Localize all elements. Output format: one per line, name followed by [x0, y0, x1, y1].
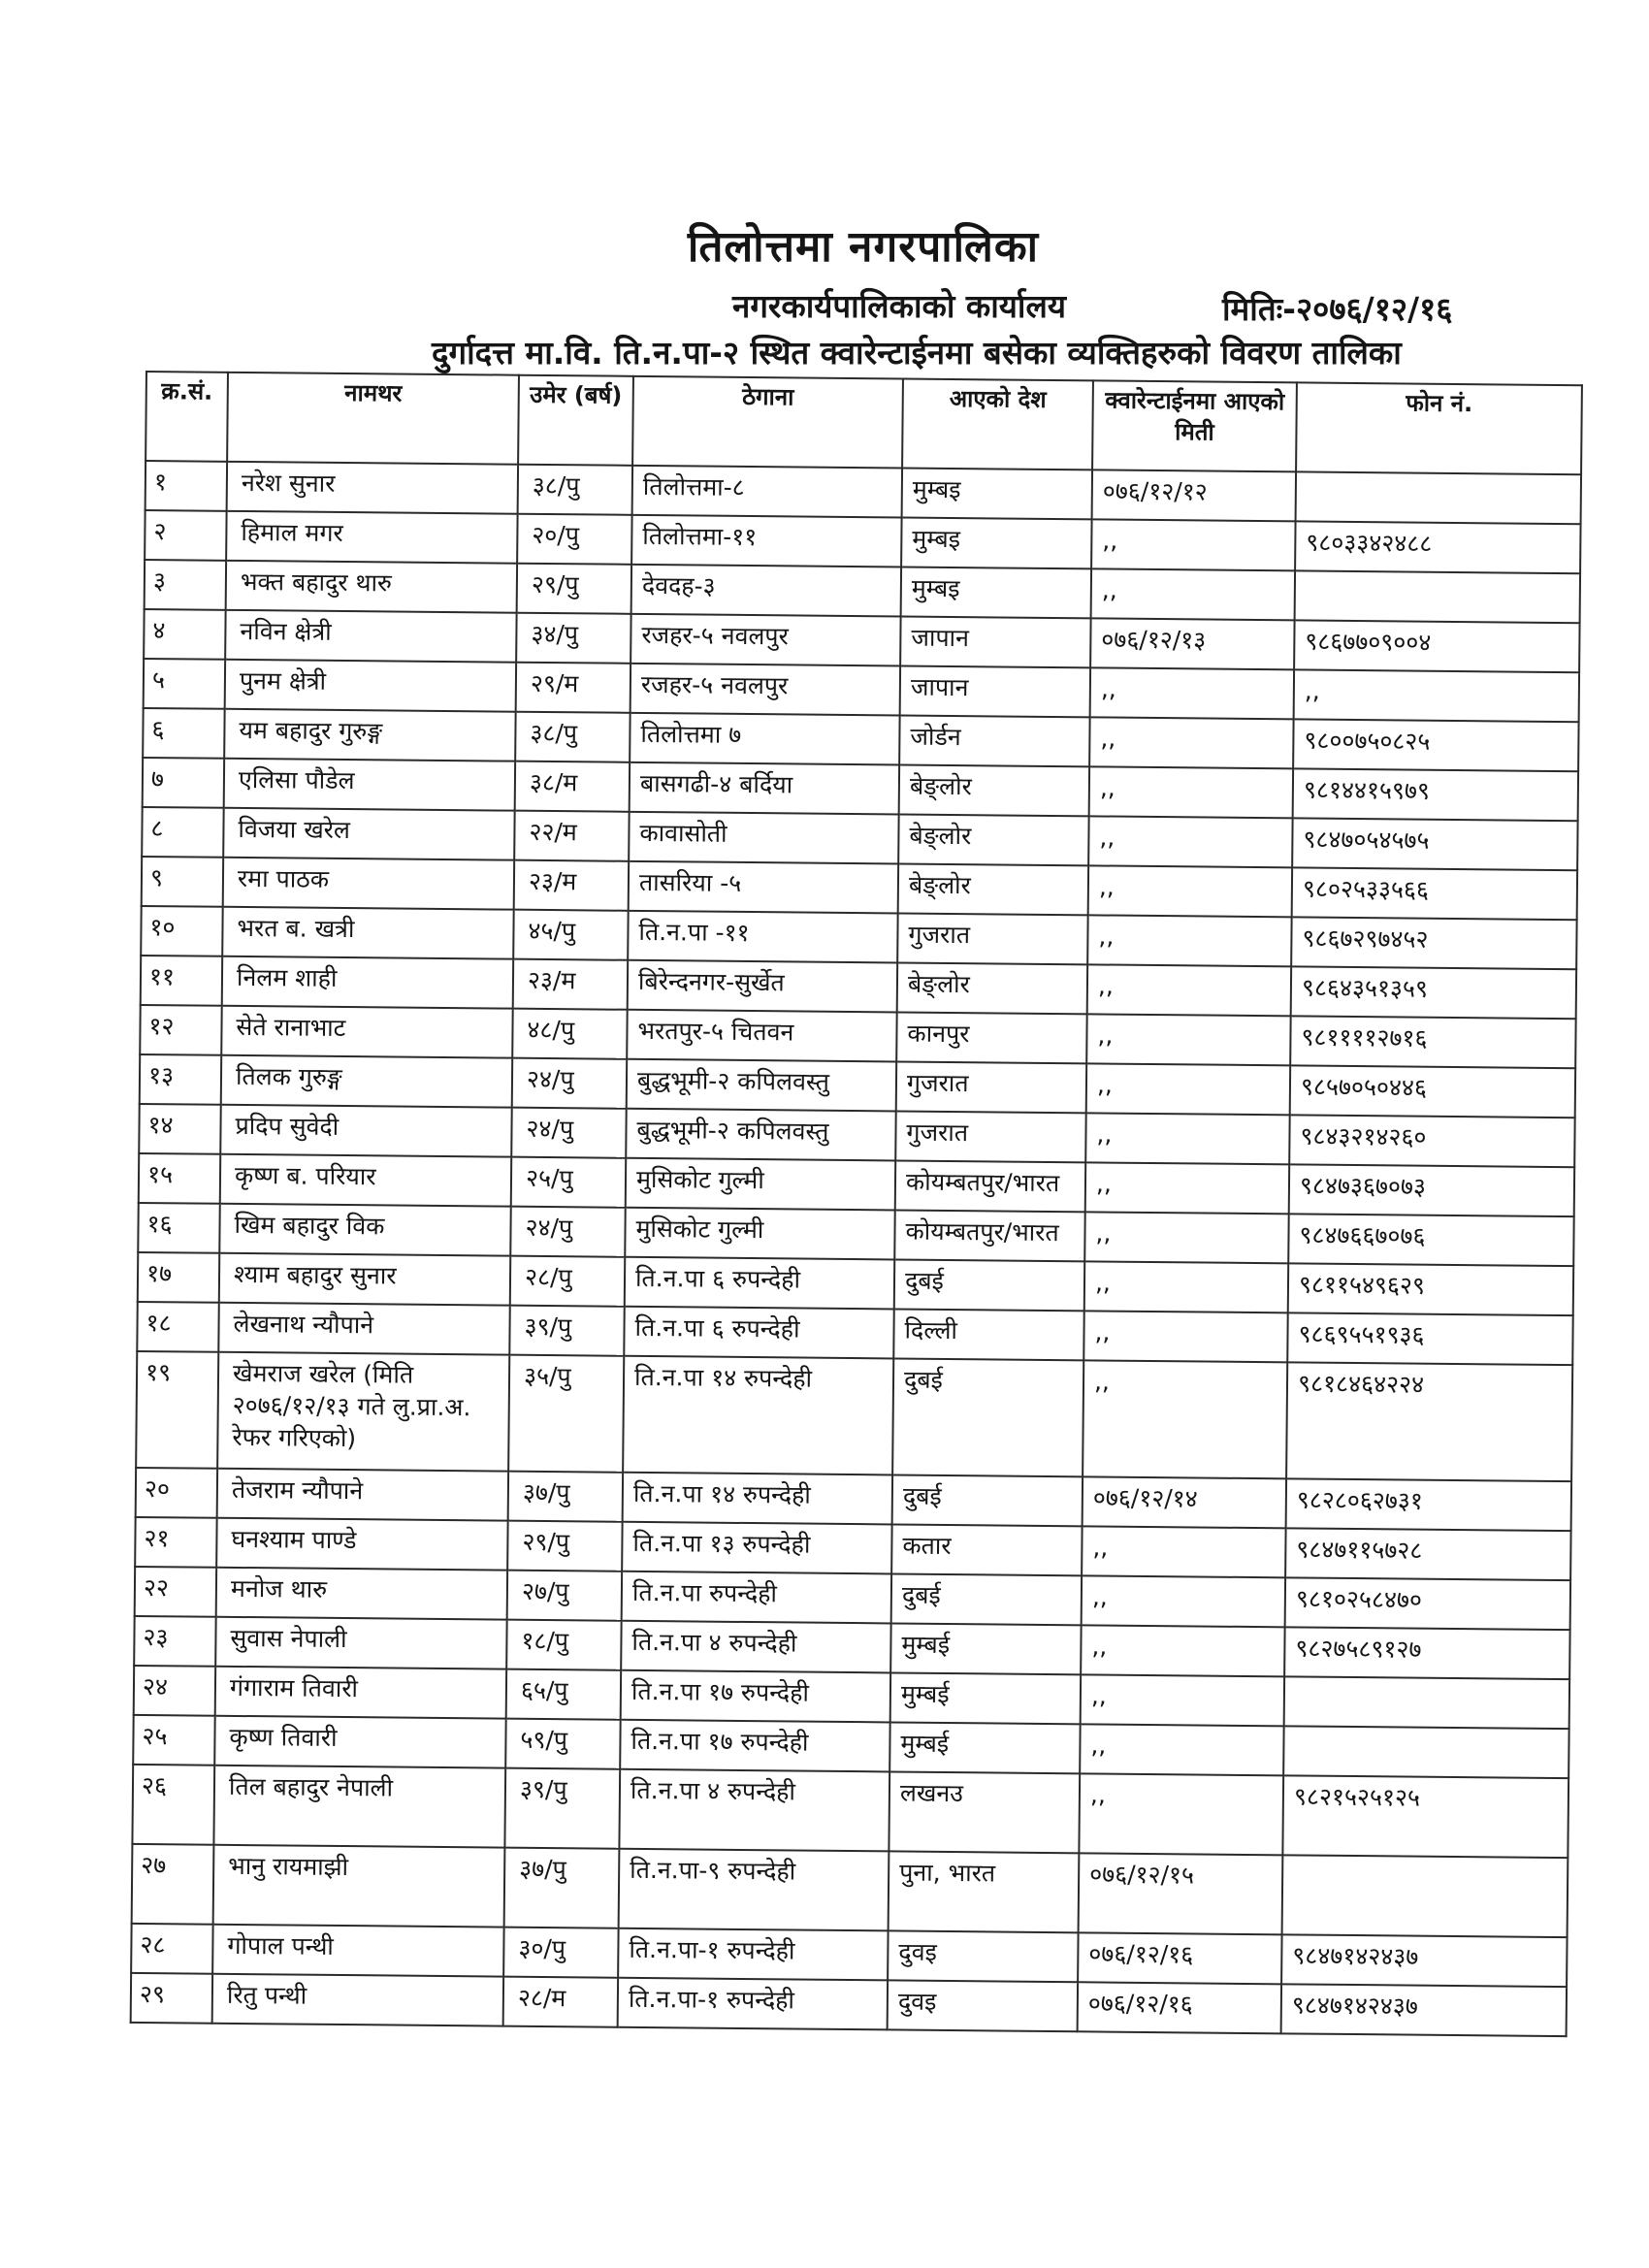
- cell-age: ३९/पु: [509, 1306, 624, 1356]
- cell-phone: ९८०३३४२४८८: [1295, 521, 1580, 573]
- cell-phone: ९८६९५५१९३६: [1287, 1312, 1572, 1365]
- cell-country: कानपुर: [896, 1012, 1086, 1063]
- cell-age: ५९/पु: [505, 1719, 620, 1769]
- col-header-arrival: क्वारेन्टाईनमा आएको मिती: [1092, 380, 1297, 471]
- cell-sn: २१: [135, 1517, 216, 1568]
- cell-country: मुम्बइ: [902, 468, 1092, 519]
- cell-age: ४८/पु: [512, 1009, 627, 1059]
- cell-sn: ३: [145, 560, 226, 610]
- cell-sn: २०: [136, 1468, 217, 1518]
- cell-arrival: ,,: [1082, 1575, 1285, 1627]
- cell-phone: ९८६७२९७४५२: [1291, 917, 1576, 969]
- cell-address: ति.न.पा १३ रुपन्देही: [622, 1522, 891, 1574]
- cell-age: २९/म: [516, 663, 630, 713]
- cell-name: मनोज थारु: [216, 1568, 507, 1620]
- cell-country: पुना, भारत: [889, 1851, 1080, 1932]
- cell-sn: १: [146, 461, 227, 511]
- cell-address: बासगढी-४ बर्दिया: [630, 762, 899, 815]
- cell-sn: २३: [134, 1616, 215, 1667]
- cell-age: ३७/पु: [504, 1848, 620, 1928]
- cell-phone: ९८११११२७१६: [1290, 1016, 1575, 1068]
- cell-address: ति.न.पा -११: [628, 911, 897, 963]
- cell-arrival: ०७६/१२/१५: [1079, 1853, 1283, 1934]
- cell-arrival: ,,: [1091, 568, 1295, 620]
- cell-name: एलिसा पौडेल: [224, 759, 515, 811]
- cell-sn: १०: [141, 906, 222, 956]
- cell-name: खिम बहादुर विक: [219, 1204, 510, 1256]
- cell-sn: ५: [144, 659, 225, 709]
- table-title: दुर्गादत्त मा.वि. ति.न.पा-२ स्थित क्वारेन्टाईनमा बसेका व्यक्तिहरुको विवरण तालिका: [432, 334, 1402, 372]
- cell-phone: ९८०२५३३५६६: [1292, 867, 1577, 920]
- cell-address: मुसिकोट गुल्मी: [625, 1208, 894, 1260]
- cell-name: गोपाल पन्थी: [212, 1925, 503, 1977]
- cell-age: २४/पु: [510, 1207, 625, 1257]
- cell-age: ६५/पु: [506, 1669, 621, 1720]
- cell-country: बेङ्लोर: [897, 962, 1087, 1014]
- cell-address: ति.न.पा १४ रुपन्देही: [623, 1356, 893, 1475]
- cell-address: ति.न.पा ६ रुपन्देही: [625, 1257, 894, 1310]
- cell-age: ३८/पु: [515, 712, 630, 762]
- cell-name: निलम शाही: [222, 956, 513, 1009]
- cell-sn: १९: [136, 1351, 218, 1469]
- cell-name: विजया खरेल: [223, 808, 514, 860]
- cell-arrival: ०७६/१२/१६: [1078, 1932, 1281, 1984]
- cell-name: हिमाल मगर: [226, 511, 517, 564]
- cell-name: सेते रानाभाट: [221, 1006, 512, 1058]
- cell-sn: ८: [142, 807, 223, 858]
- cell-age: २९/पु: [517, 564, 631, 614]
- cell-address: बुद्धभूमी-२ कपिलवस्तु: [627, 1059, 896, 1112]
- table-row: [132, 1765, 1568, 1858]
- col-header-sn: क्र.सं.: [146, 372, 228, 462]
- cell-address: बुद्धभूमी-२ कपिलवस्तु: [626, 1109, 895, 1161]
- col-header-name: नामथर: [227, 373, 519, 465]
- cell-country: गुजरात: [897, 913, 1087, 964]
- cell-phone: ९८४७१४२४३७: [1281, 1984, 1567, 2036]
- cell-age: २८/म: [503, 1977, 618, 2027]
- cell-arrival: ,,: [1085, 1162, 1289, 1214]
- cell-name: रितु पन्थी: [212, 1974, 503, 2026]
- cell-address: कावासोती: [629, 812, 898, 864]
- table-row: [132, 1844, 1568, 1937]
- cell-address: ति.न.पा-९ रुपन्देही: [619, 1849, 889, 1931]
- table-header-row: [146, 372, 1582, 474]
- cell-arrival: ,,: [1090, 667, 1294, 719]
- cell-name: भरत ब. खत्री: [222, 907, 513, 959]
- cell-name: प्रदिप सुवेदी: [220, 1105, 511, 1157]
- cell-address: ति.न.पा ६ रुपन्देही: [624, 1307, 893, 1359]
- cell-phone: ९८४३२१४२६०: [1289, 1115, 1574, 1167]
- col-header-country: आएको देश: [902, 378, 1093, 470]
- cell-age: १८/पु: [506, 1620, 621, 1670]
- cell-address: ति.न.पा रुपन्देही: [622, 1571, 891, 1624]
- cell-address: देवदह-३: [631, 565, 901, 617]
- cell-name: रमा पाठक: [223, 858, 514, 910]
- col-header-phone: फोन नं.: [1296, 382, 1582, 474]
- cell-country: मुम्बइ: [901, 567, 1091, 618]
- cell-phone: ९८६७७०९००४: [1294, 620, 1579, 672]
- cell-phone: ९८२१५२५१२५: [1282, 1775, 1568, 1858]
- cell-sn: १७: [138, 1252, 219, 1303]
- cell-country: दुबई: [892, 1474, 1083, 1526]
- cell-phone: [1283, 1726, 1568, 1778]
- cell-arrival: ,,: [1081, 1625, 1284, 1676]
- cell-age: ३८/म: [515, 761, 630, 812]
- cell-sn: २२: [135, 1567, 216, 1617]
- cell-arrival: ,,: [1089, 717, 1293, 768]
- cell-age: २०/पु: [517, 514, 631, 565]
- cell-address: रजहर-५ नवलपुर: [630, 614, 900, 666]
- cell-phone: ९८२८०६२७३१: [1286, 1478, 1571, 1531]
- cell-country: मुम्बई: [890, 1623, 1081, 1674]
- cell-age: २४/पु: [511, 1108, 626, 1158]
- cell-country: दुबई: [891, 1573, 1082, 1625]
- cell-sn: ६: [143, 708, 224, 759]
- cell-phone: ९८४७१४२४३७: [1281, 1934, 1567, 1987]
- cell-country: दुबई: [894, 1259, 1084, 1311]
- cell-age: ३८/पु: [518, 465, 632, 515]
- cell-sn: १५: [139, 1153, 220, 1204]
- cell-country: बेङ्लोर: [898, 863, 1088, 915]
- cell-arrival: ,,: [1091, 519, 1295, 570]
- cell-name: तिल बहादुर नेपाली: [213, 1766, 505, 1848]
- cell-sn: १८: [137, 1302, 218, 1352]
- cell-sn: ४: [144, 609, 225, 660]
- cell-country: जापान: [900, 616, 1090, 667]
- cell-country: दुवइ: [888, 1930, 1078, 1982]
- cell-sn: २९: [131, 1973, 212, 2024]
- cell-address: मुसिकोट गुल्मी: [626, 1158, 895, 1211]
- cell-arrival: ०७६/१२/१३: [1090, 618, 1294, 669]
- cell-address: भरतपुर-५ चितवन: [627, 1010, 896, 1062]
- cell-arrival: ,,: [1083, 1360, 1287, 1478]
- cell-phone: ९८५७०५०४४६: [1290, 1065, 1575, 1118]
- cell-arrival: ०७६/१२/१२: [1092, 470, 1296, 521]
- cell-country: जोर्डन: [899, 715, 1089, 766]
- cell-address: ति.न.पा ४ रुपन्देही: [621, 1621, 890, 1673]
- cell-name: भानु रायमाझी: [213, 1845, 505, 1928]
- cell-age: ३५/पु: [508, 1355, 624, 1473]
- cell-arrival: ,,: [1079, 1773, 1283, 1855]
- cell-name: श्याम बहादुर सुनार: [219, 1253, 510, 1306]
- table-row: [136, 1351, 1572, 1481]
- cell-arrival: ,,: [1086, 1063, 1290, 1115]
- cell-arrival: ,,: [1080, 1724, 1283, 1775]
- cell-address: तिलोत्तमा ७: [630, 713, 899, 765]
- cell-sn: २६: [132, 1765, 214, 1845]
- col-header-address: ठेगाना: [632, 376, 903, 469]
- cell-country: दुबई: [892, 1358, 1083, 1476]
- cell-address: बिरेन्दनगर-सुर्खेत: [628, 960, 897, 1013]
- cell-name: तिलक गुरुङ्ग: [221, 1055, 512, 1108]
- cell-name: भक्त बहादुर थारु: [226, 561, 517, 613]
- cell-arrival: ,,: [1083, 1311, 1287, 1362]
- cell-sn: ११: [141, 956, 222, 1006]
- document-date: मितिः-२०७६/१२/१६: [1222, 290, 1453, 328]
- cell-country: कोयम्बतपुर/भारत: [895, 1160, 1085, 1212]
- cell-address: तिलोत्तमा-११: [631, 515, 901, 567]
- cell-phone: ९८४७६६७०७६: [1288, 1214, 1573, 1266]
- cell-phone: ९८१८४६४२२४: [1286, 1362, 1572, 1481]
- cell-arrival: ,,: [1086, 1014, 1290, 1065]
- cell-address: तिलोत्तमा-८: [632, 466, 902, 518]
- cell-phone: [1284, 1676, 1569, 1729]
- cell-name: यम बहादुर गुरुङ्ग: [224, 709, 515, 761]
- cell-age: ४५/पु: [513, 910, 628, 960]
- cell-age: ३४/पु: [516, 613, 630, 664]
- cell-country: गुजरात: [896, 1061, 1086, 1113]
- cell-name: खेमराज खरेल (मिति २०७६/१२/१३ गते लु.प्रा.अ. रेफर गरिएको): [217, 1352, 509, 1472]
- cell-country: लखनउ: [889, 1771, 1080, 1853]
- cell-address: ति.न.पा १४ रुपन्देही: [623, 1473, 892, 1525]
- cell-sn: १६: [138, 1203, 219, 1253]
- cell-address: ति.न.पा-१ रुपन्देही: [618, 1928, 888, 1981]
- cell-arrival: ,,: [1085, 1113, 1289, 1164]
- cell-sn: २: [145, 510, 226, 561]
- cell-sn: १४: [139, 1104, 220, 1154]
- document-title: तिलोत्तमा नगरपालिका: [687, 222, 1040, 272]
- cell-arrival: ,,: [1082, 1526, 1285, 1577]
- cell-phone: ,,: [1294, 669, 1579, 722]
- cell-address: ति.न.पा ४ रुपन्देही: [619, 1769, 889, 1852]
- cell-name: घनश्याम पाण्डे: [216, 1518, 507, 1571]
- cell-country: गुजरात: [895, 1111, 1085, 1162]
- cell-name: कृष्ण तिवारी: [214, 1716, 505, 1768]
- office-name: नगरकार्यपालिकाको कार्यालय: [732, 287, 1066, 325]
- cell-arrival: ,,: [1089, 766, 1293, 818]
- cell-phone: [1282, 1855, 1568, 1937]
- cell-arrival: ,,: [1081, 1674, 1284, 1726]
- cell-sn: २४: [134, 1666, 215, 1716]
- cell-country: मुम्बइ: [901, 517, 1091, 568]
- cell-name: लेखनाथ न्यौपाने: [218, 1303, 509, 1355]
- cell-country: कोयम्बतपुर/भारत: [894, 1210, 1084, 1261]
- cell-country: जापान: [900, 665, 1090, 717]
- cell-name: तेजराम न्यौपाने: [217, 1469, 508, 1521]
- cell-phone: ९८४७०५४५७५: [1292, 818, 1577, 870]
- cell-age: २९/पु: [507, 1521, 622, 1571]
- cell-arrival: ,,: [1087, 915, 1291, 966]
- cell-age: २४/पु: [512, 1058, 627, 1109]
- cell-name: गंगाराम तिवारी: [215, 1667, 506, 1719]
- cell-country: बेङ्लोर: [899, 764, 1089, 816]
- cell-sn: १३: [140, 1054, 221, 1105]
- cell-name: कृष्ण ब. परियार: [220, 1154, 511, 1207]
- cell-phone: ९८२७५८९१२७: [1284, 1627, 1569, 1679]
- cell-phone: ९८१०२५८४७०: [1285, 1577, 1570, 1630]
- cell-sn: २८: [131, 1924, 212, 1974]
- cell-phone: ९८११५४९६२९: [1288, 1263, 1573, 1315]
- col-header-age: उमेर (बर्ष): [518, 375, 633, 466]
- cell-age: २७/पु: [507, 1571, 622, 1621]
- cell-age: ३९/पु: [504, 1768, 620, 1849]
- cell-phone: [1295, 570, 1580, 623]
- cell-sn: २७: [132, 1844, 214, 1925]
- cell-sn: ९: [142, 857, 223, 907]
- cell-sn: १२: [140, 1005, 221, 1055]
- cell-age: ३७/पु: [508, 1472, 623, 1522]
- cell-country: मुम्बई: [890, 1672, 1081, 1724]
- cell-phone: ९८४७११५७२८: [1285, 1528, 1570, 1580]
- cell-arrival: ,,: [1088, 865, 1292, 917]
- cell-arrival: ०७६/१२/१४: [1083, 1476, 1286, 1528]
- cell-arrival: ,,: [1087, 964, 1291, 1016]
- cell-phone: ९८००७५०८२५: [1293, 719, 1578, 771]
- cell-arrival: ०७६/१२/१६: [1078, 1982, 1281, 2033]
- cell-name: नविन क्षेत्री: [225, 610, 516, 663]
- cell-phone: ९८४७३६७०७३: [1289, 1164, 1574, 1216]
- cell-arrival: ,,: [1084, 1261, 1288, 1312]
- cell-age: २३/म: [513, 959, 628, 1010]
- cell-name: पुनम क्षेत्री: [225, 660, 516, 712]
- cell-name: नरेश सुनार: [227, 462, 518, 514]
- cell-country: मुम्बई: [889, 1722, 1080, 1773]
- cell-country: दिल्ली: [893, 1309, 1083, 1360]
- cell-address: तासरिया -५: [629, 861, 898, 914]
- cell-country: दुवइ: [888, 1980, 1078, 2031]
- cell-arrival: ,,: [1088, 816, 1292, 867]
- quarantine-table: [130, 371, 1583, 2037]
- cell-age: ३०/पु: [503, 1928, 618, 1978]
- cell-country: कतार: [891, 1524, 1082, 1575]
- cell-phone: ९८६४३५१३५९: [1291, 966, 1576, 1019]
- cell-age: २२/म: [514, 811, 629, 861]
- quarantine-table-container: [130, 371, 1581, 2037]
- cell-address: रजहर-५ नवलपुर: [630, 664, 900, 716]
- cell-name: सुवास नेपाली: [215, 1617, 506, 1669]
- cell-address: ति.न.पा-१ रुपन्देही: [618, 1978, 888, 2030]
- cell-address: ति.न.पा १७ रुपन्देही: [620, 1720, 889, 1772]
- cell-age: २३/म: [514, 860, 629, 911]
- cell-country: बेङ्लोर: [898, 814, 1088, 865]
- cell-address: ति.न.पा १७ रुपन्देही: [621, 1670, 890, 1723]
- cell-age: २५/पु: [511, 1157, 626, 1208]
- cell-sn: २५: [133, 1715, 214, 1766]
- cell-phone: ९८१४४१५९७९: [1293, 768, 1578, 821]
- cell-sn: ७: [143, 758, 224, 808]
- cell-arrival: ,,: [1084, 1212, 1288, 1263]
- cell-phone: [1296, 471, 1581, 524]
- cell-age: २८/पु: [510, 1256, 625, 1307]
